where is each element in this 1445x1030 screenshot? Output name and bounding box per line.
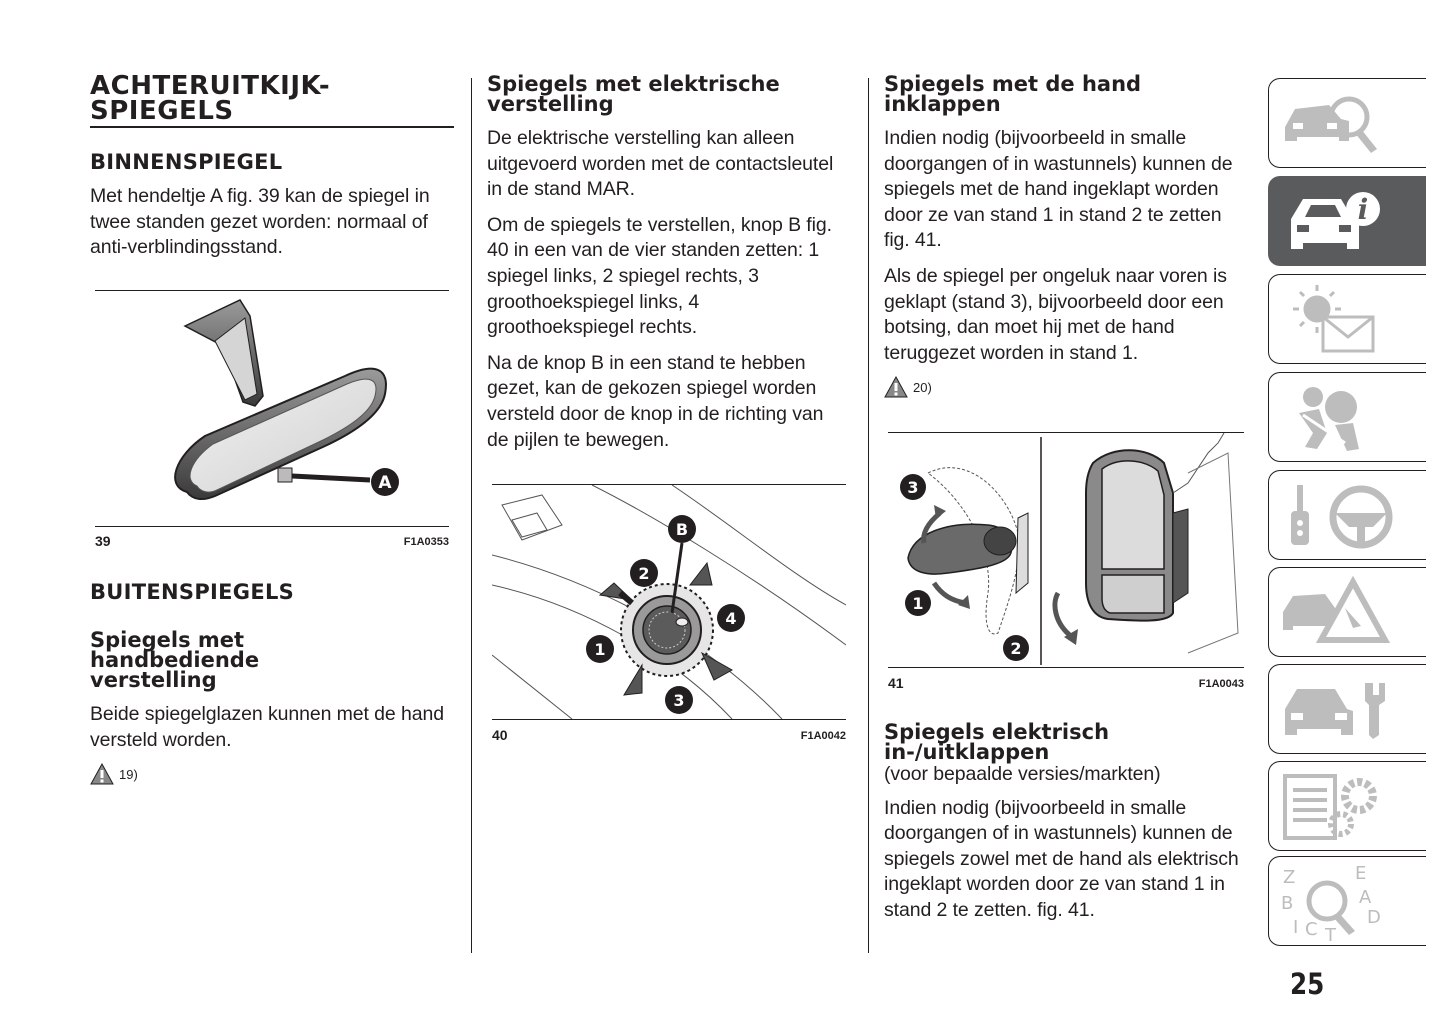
tab-car-magnifier[interactable] [1268, 78, 1426, 168]
warning-note-19 [90, 763, 455, 785]
hand-fold-heading: Spiegels met de hand inklappen [884, 72, 1142, 116]
car-info-icon [1269, 177, 1427, 267]
car-wrench-icon [1269, 665, 1427, 755]
svg-text:i: i [1357, 193, 1369, 226]
fig41-code: F1A0043 [1198, 678, 1244, 690]
electric-adjust-p3: Na de knop B in een stand te hebben gezet, kan de gekozen spiegel worden versteld door de knop in de richting van de pijlen te bewegen. [487, 351, 824, 451]
fig39-number: 39 [95, 533, 111, 549]
electric-adjust-heading: Spiegels met elektrische verstelling [487, 72, 780, 116]
fig39-label-a: A [378, 473, 392, 493]
car-magnifier-icon [1269, 79, 1427, 169]
car-warning-icon [1269, 568, 1427, 658]
hand-fold-p2: Als de spiegel per ongeluk naar voren is geklapt (stand 3), bijvoorbeeld door een botsing, dan moet hij met de hand teruggezet worden in stand 1. [884, 264, 1227, 364]
key-steering-wheel-icon [1269, 471, 1427, 561]
tab-light-envelope[interactable] [1268, 274, 1426, 364]
mirror-fold-illustration [888, 433, 1244, 667]
page-number: 25 [1290, 967, 1325, 1001]
tab-airbag-seat[interactable] [1268, 372, 1426, 462]
fig40-code: F1A0042 [800, 730, 846, 742]
rearview-mirror-illustration [95, 296, 449, 532]
index-letter-b: B [1281, 893, 1294, 914]
fig41-label-3: 3 [907, 478, 919, 497]
column-divider-1 [471, 78, 472, 953]
tab-key-steering-wheel[interactable] [1268, 470, 1426, 560]
column-1-lower [90, 580, 455, 785]
figure-40 [492, 484, 846, 746]
fig40-label-b: B [675, 520, 689, 539]
index-letter-d: D [1367, 907, 1381, 928]
fig41-label-1: 1 [912, 594, 924, 613]
main-heading: ACHTERUITKIJK- SPIEGELS [90, 74, 454, 128]
index-letter-z: Z [1283, 867, 1296, 888]
note-ref-19: 19) [119, 766, 138, 782]
inner-mirror-heading: BINNENSPIEGEL [90, 150, 283, 174]
tab-car-info[interactable] [1268, 176, 1426, 266]
manual-adjust-heading: Spiegels met handbediende verstelling [90, 628, 260, 692]
mirror-control-knob-illustration [492, 485, 846, 719]
fig40-number: 40 [492, 727, 508, 743]
alphabet-index-icon [1269, 857, 1427, 947]
figure-41 [888, 432, 1244, 694]
warning-icon [884, 376, 908, 398]
airbag-seat-icon [1269, 373, 1427, 463]
fig39-code: F1A0353 [403, 536, 449, 548]
column-1 [90, 70, 455, 271]
index-letter-a: A [1359, 887, 1372, 908]
warning-note-20 [884, 376, 1248, 398]
electric-adjust-p1: De elektrische verstelling kan alleen uitgevoerd worden met de contactsleutel in de stand MAR. [487, 127, 834, 201]
electric-adjust-p2: Om de spiegels te verstellen, knop B fig. 40 in een van de vier standen zetten: 1 spiegel links, 2 spiegel rechts, 3 groothoekspiegel links, 4 groothoekspiegel rechts. [487, 213, 832, 339]
fig41-number: 41 [888, 675, 904, 691]
fig41-label-2: 2 [1010, 639, 1022, 658]
fig40-label-2: 2 [638, 564, 650, 583]
tab-car-warning[interactable] [1268, 567, 1426, 657]
electric-fold-subtitle: (voor bepaalde versies/markten) [884, 763, 1161, 785]
electric-fold-text: Indien nodig (bijvoorbeeld in smalle doorgangen of in wastunnels) kunnen de spiegels zowel met de hand als elektrisch ingeklapt worden door ze van stand 1 in stand 2 te zetten. fig. 41. [884, 796, 1239, 921]
fig40-label-4: 4 [725, 609, 737, 628]
tab-list-gears[interactable] [1268, 761, 1426, 851]
index-letter-t: T [1325, 925, 1336, 946]
fig40-label-3: 3 [673, 691, 685, 710]
column-3 [884, 70, 1248, 398]
column-2 [487, 70, 849, 463]
electric-fold-heading: Spiegels elektrisch in-/uitklappen [884, 720, 1110, 764]
index-letter-e: E [1355, 863, 1367, 884]
note-ref-20: 20) [913, 379, 932, 395]
figure-39 [95, 290, 449, 555]
tab-alphabet-index[interactable] [1268, 856, 1426, 946]
tab-car-wrench[interactable] [1268, 664, 1426, 754]
index-letter-i: I [1293, 917, 1299, 938]
list-gears-icon [1269, 762, 1427, 852]
column-divider-2 [868, 78, 869, 953]
hand-fold-p1: Indien nodig (bijvoorbeeld in smalle doorgangen of in wastunnels) kunnen de spiegels met de hand ingeklapt worden door ze van stand 1 in stand 2 te zetten fig. 41. [884, 127, 1233, 252]
outer-mirror-heading: BUITENSPIEGELS [90, 580, 295, 604]
column-3-lower [884, 722, 1248, 934]
light-envelope-icon [1269, 275, 1427, 365]
manual-adjust-text: Beide spiegelglazen kunnen met de hand versteld worden. [90, 703, 444, 751]
inner-mirror-text: Met hendeltje A fig. 39 kan de spiegel in twee standen gezet worden: normaal of anti-verblindingsstand. [90, 185, 430, 259]
index-letter-c: C [1305, 919, 1318, 940]
fig40-label-1: 1 [594, 640, 606, 659]
warning-icon [90, 763, 114, 785]
